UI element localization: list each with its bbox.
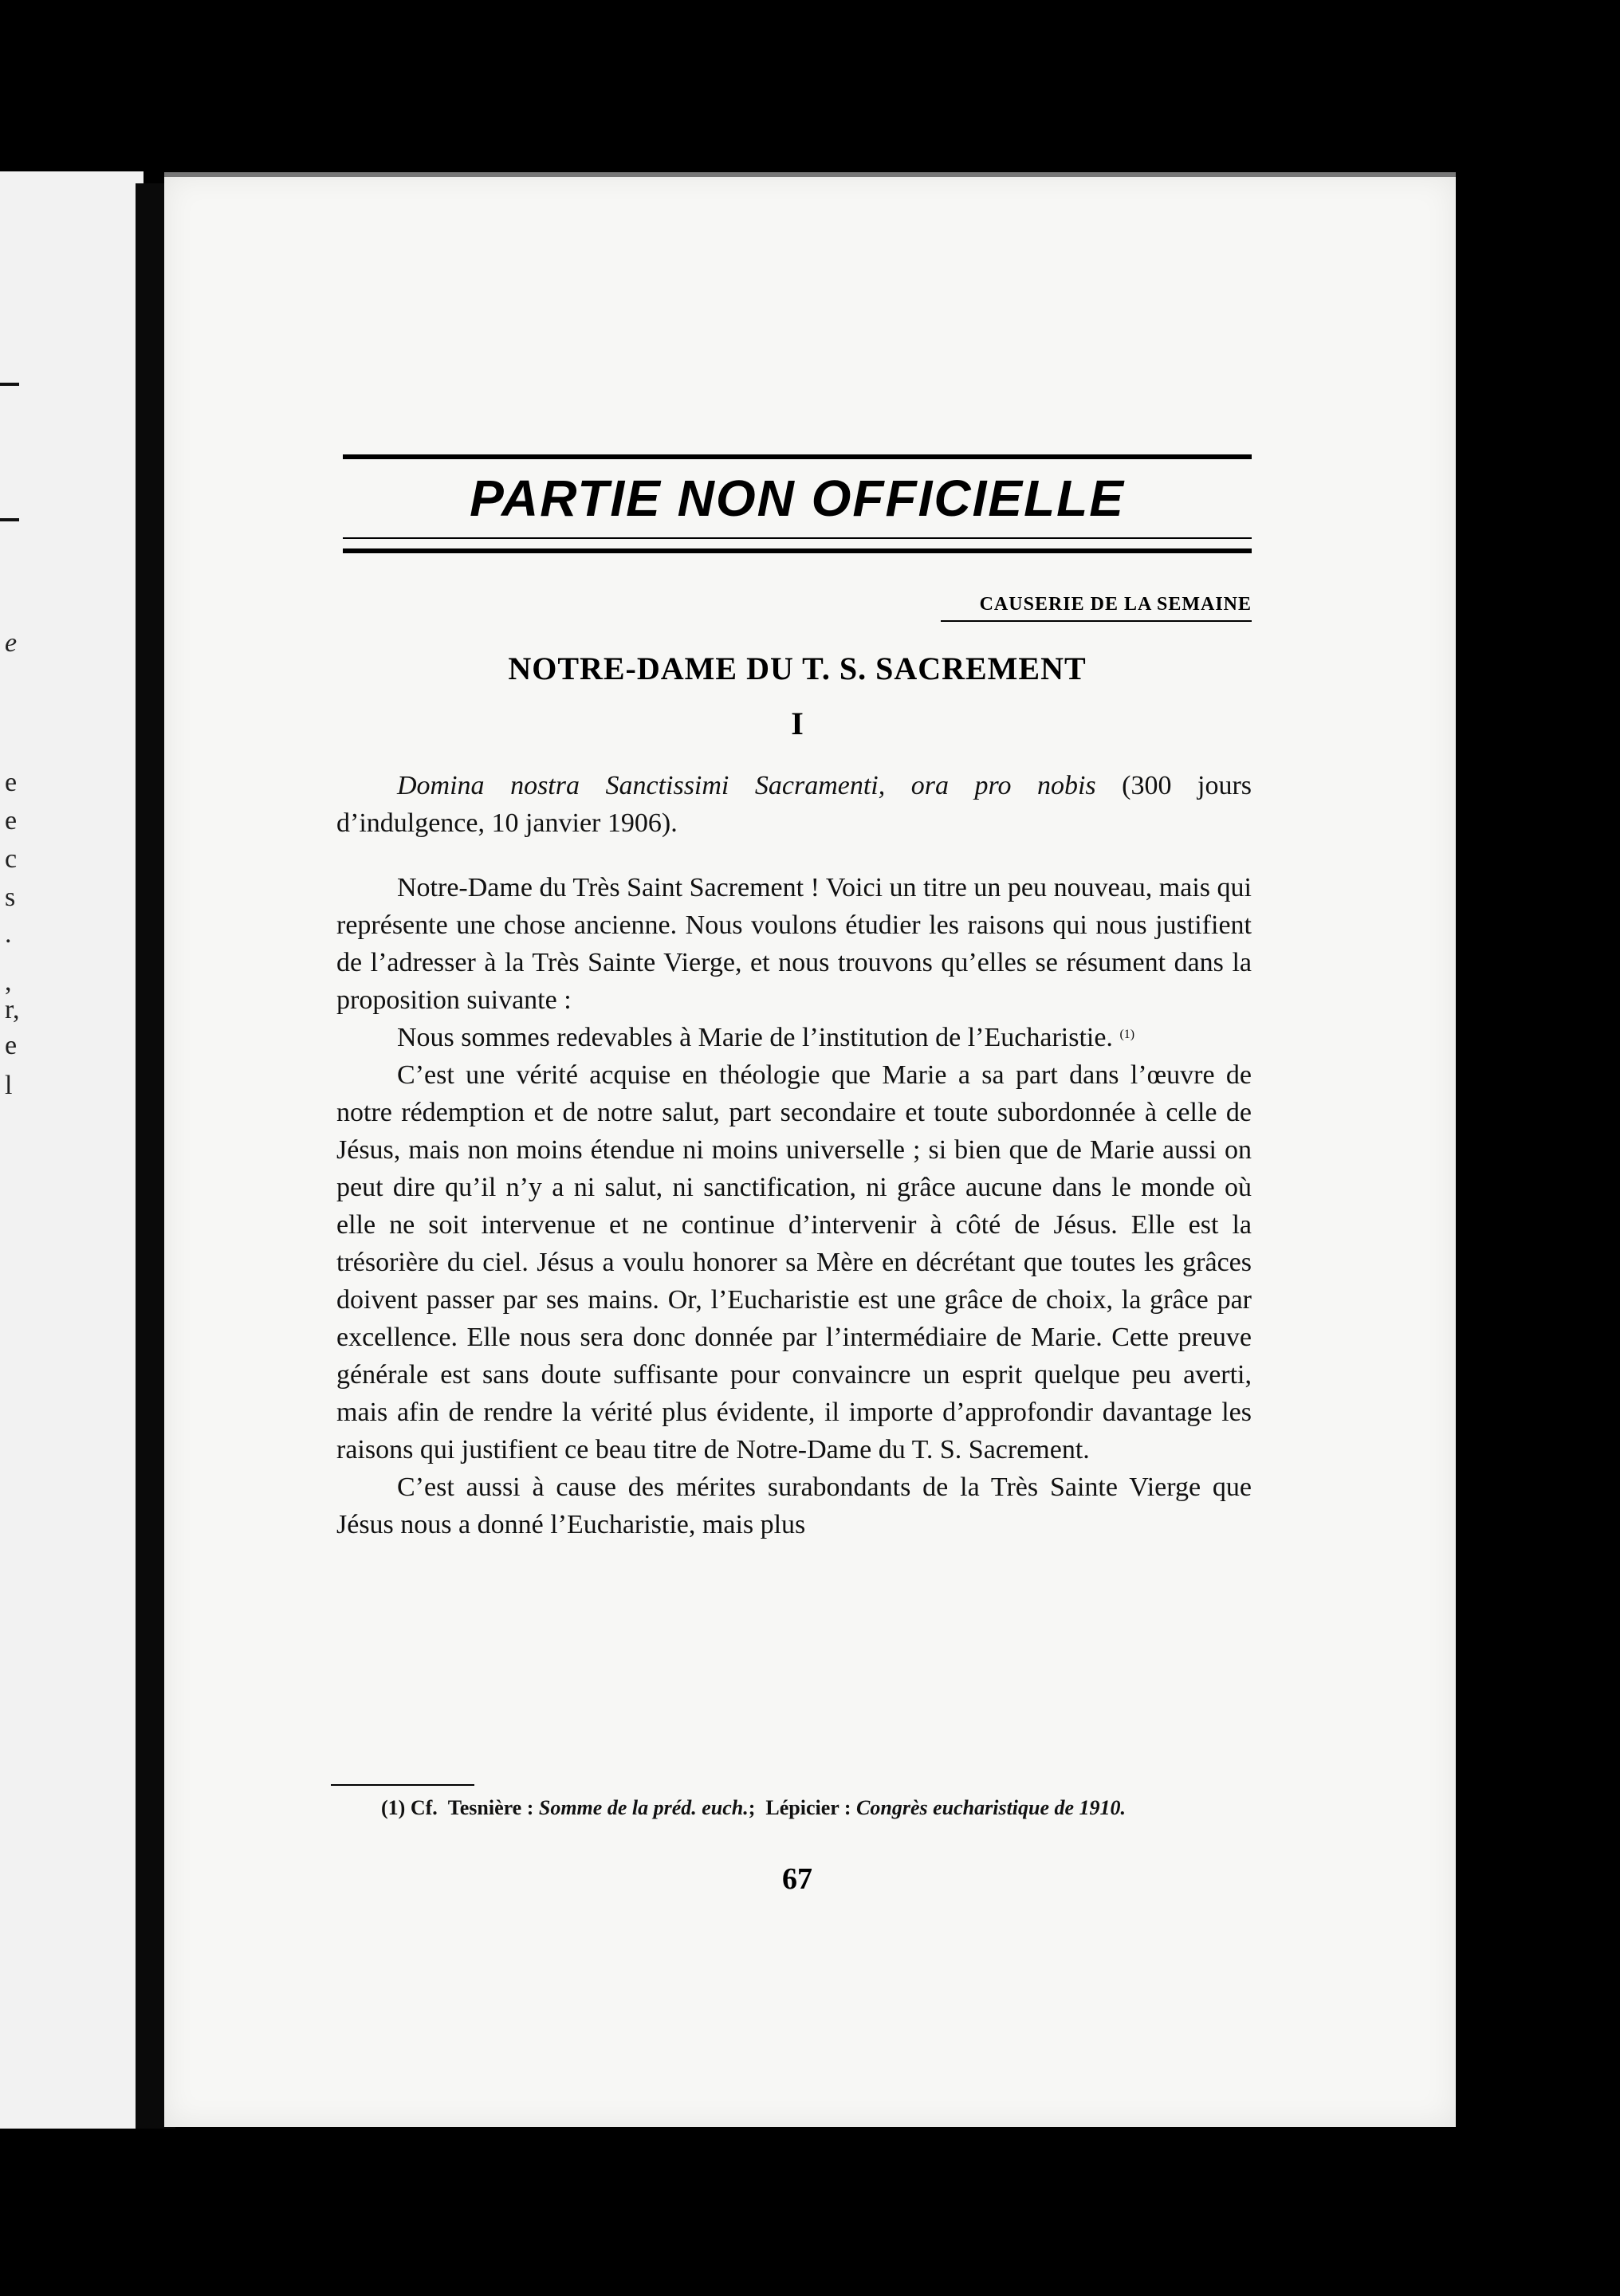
previous-page-letter: s <box>5 883 16 912</box>
paragraph: C’est aussi à cause des mérites surabondants de la Très Sainte Vierge que Jésus nous a donné l’Eucharistie, mais plus <box>336 1472 1252 1539</box>
page-number: 67 <box>782 1862 812 1896</box>
epigraph-latin: Domina nostra Sanctissimi Sacramenti, ora pro nobis <box>397 771 1096 800</box>
previous-page-letter: e <box>5 628 18 658</box>
paragraph <box>336 1019 1252 1056</box>
previous-page-rule <box>0 383 19 386</box>
previous-page-rule <box>0 518 19 521</box>
header-rule-thin <box>343 537 1252 539</box>
footnote-reference: (1) <box>1119 1028 1135 1041</box>
header-rule-bottom <box>343 548 1252 553</box>
section-title: PARTIE NON OFFICIELLE <box>470 470 1125 527</box>
article-title: NOTRE-DAME DU T. S. SACREMENT <box>508 651 1087 686</box>
previous-page-letter: r, <box>5 995 20 1024</box>
epigraph-indulgence: (300 jours d’indulgence, 10 janvier 1906). <box>336 771 1252 838</box>
footnote-author: Tesnière : <box>447 1796 534 1819</box>
paragraph: Notre-Dame du Très Saint Sacrement ! Voici un titre un peu nouveau, mais qui représente une chose ancienne. Nous voulons étudier les raisons qui nous justifient de l’adresser à la Très Sainte Vierge, et nous trouvons qu’elles se résument dans la proposition suivante : <box>336 873 1252 1015</box>
paragraph: C’est une vérité acquise en théologie que Marie a sa part dans l’œuvre de notre rédemption et de notre salut, part secondaire et toute subordonnée à celle de Jésus, mais non moins étendue ni moins universelle ; si bien que de Marie aussi on peut dire qu’il n’y a ni salut, ni sanctification, ni grâce aucune dans le monde où elle ne soit intervenue et ne continue d’intervenir à côté de Jésus. Elle est la trésorière du ciel. Jésus a voulu honorer sa Mère en décrétant que toutes les grâces doivent passer par ses mains. Or, l’Eucharistie est une grâce de choix, la grâce par excellence. Elle nous sera donc donnée par l’intermédiaire de Marie. Cette preuve générale est sans doute suffisante pour convaincre un esprit quelque peu averti, mais afin de rendre la vérité plus évidente, il importe d’approfondir davantage les raisons qui justifient ce beau titre de Notre-Dame du T. S. Sacrement. <box>336 1060 1252 1464</box>
previous-page-letter: e <box>5 806 18 835</box>
footnote-marker: (1) Cf. <box>381 1796 438 1819</box>
footnote-author: Lépicier : <box>765 1796 851 1819</box>
column-label-underline <box>941 620 1252 622</box>
paragraph-text: Nous sommes redevables à Marie de l’institution de l’Eucharistie. <box>397 1023 1113 1052</box>
previous-page-letter: , <box>5 967 12 997</box>
footnote-rule <box>331 1784 474 1786</box>
previous-page-letter: c <box>5 844 18 874</box>
footnote <box>336 1795 1252 1821</box>
header-rule-top <box>343 454 1252 459</box>
article-body <box>336 767 1252 1543</box>
footnote-work: Somme de la préd. euch. <box>538 1796 749 1819</box>
footnote-work: Congrès eucharistique de 1910. <box>856 1796 1127 1819</box>
previous-page-letter: . <box>5 919 12 949</box>
page-top-edge <box>164 172 1456 177</box>
previous-page-letter: e <box>5 768 18 797</box>
footnote-separator: ; <box>748 1796 756 1819</box>
column-label: CAUSERIE DE LA SEMAINE <box>979 594 1252 615</box>
section-number: I <box>791 706 804 741</box>
previous-page-fragment <box>0 171 144 2129</box>
epigraph <box>336 767 1252 842</box>
previous-page-letter: e <box>5 1031 18 1060</box>
previous-page-letter: l <box>5 1071 13 1100</box>
